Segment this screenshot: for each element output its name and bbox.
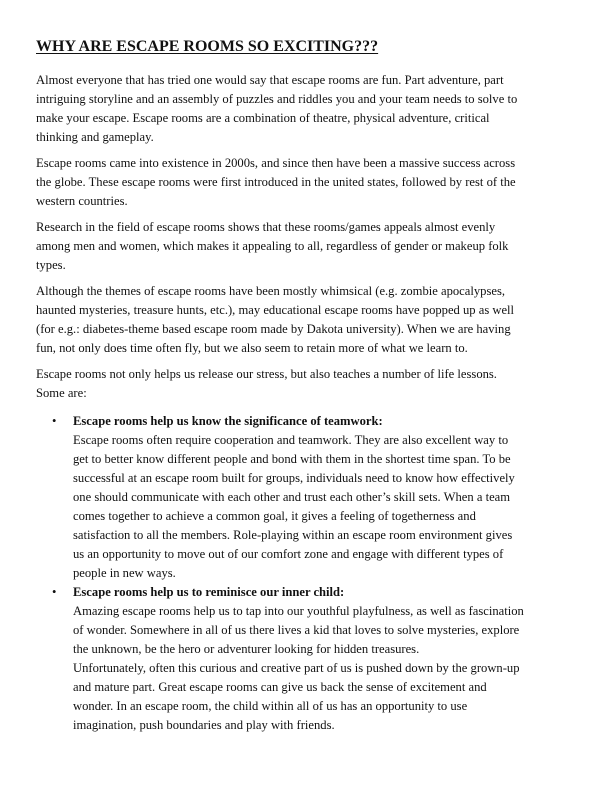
paragraph-research: Research in the field of escape rooms shows that these rooms/games appeals almost evenly among men and women, which makes it appealing to all, regardless of gender or makeup folk types. [36,220,509,272]
list-item-heading: Escape rooms help us know the significance of teamwork: [73,414,383,428]
paragraph-history: Escape rooms came into existence in 2000s, and since then have been a massive success across the globe. These escape rooms were first introduced in the united states, followed by rest of the western countries. [36,156,516,208]
paragraph-themes: Although the themes of escape rooms have been mostly whimsical (e.g. zombie apocalypses, haunted mysteries, treasure hunts, etc.), may educational escape rooms have popped up as well (for e.g.: diabetes-theme based escape room made by Dakota university). When we are having fun, not only does time often fly, but we also seem to retain more of what we learn to. [36,284,515,355]
lessons-list [36,412,581,735]
list-item [36,583,581,735]
bullet-icon: • [52,414,57,428]
page-title: WHY ARE ESCAPE ROOMS SO EXCITING??? [36,38,379,55]
list-item-heading: Escape rooms help us to reminisce our inner child: [73,585,345,599]
list-item-text: Amazing escape rooms help us to tap into our youthful playfulness, as well as fascination of wonder. Somewhere in all of us there lives a kid that loves to solve mysteries, explore the unknown, be the hero or adventurer looking for hidden treasures. Unfortunately, often this curious and creative part of us is pushed down by the grown-up and mature part. Great escape rooms can give us back the sense of excitement and wonder. In an escape room, the child within all of us has an opportunity to use imagination, push boundaries and play with friends. [73,604,524,732]
paragraph-lessons: Escape rooms not only helps us release our stress, but also teaches a number of life lessons. Some are: [36,367,497,400]
bullet-icon: • [52,585,57,599]
list-item-text: Escape rooms often require cooperation and teamwork. They are also excellent way to get to better know different people and bond with them in the shortest time span. To be successful at an escape room built for groups, individuals need to know how effectively one should communicate with each other and trust each other’s skill sets. When a team comes together to achieve a common goal, it gives a feeling of togetherness and satisfaction to all the members. Role-playing within an escape room environment gives us an opportunity to move out of our comfort zone and engage with different types of people in new ways. [73,433,515,580]
paragraph-intro: Almost everyone that has tried one would say that escape rooms are fun. Part adventure, part intriguing storyline and an assembly of puzzles and riddles you and your team needs to solve to make your escape. Escape rooms are a combination of theatre, physical adventure, critical thinking and gameplay. [36,73,518,144]
list-item [36,412,581,583]
document-page [36,37,581,735]
